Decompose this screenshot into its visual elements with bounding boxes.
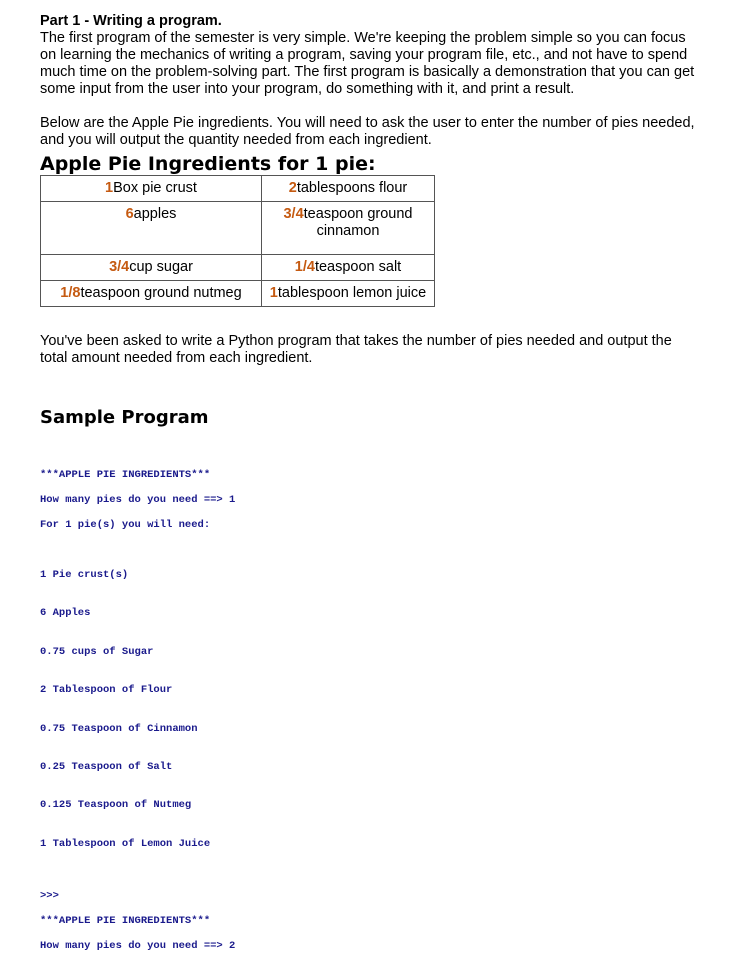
table-row bbox=[41, 281, 435, 307]
output-line: 6 Apples bbox=[40, 607, 91, 620]
ingredient-cell: 1tablespoon lemon juice bbox=[262, 281, 435, 307]
table-row bbox=[41, 255, 435, 281]
ingredient-cell: 2tablespoons flour bbox=[262, 176, 435, 202]
sample-need-line: For 1 pie(s) you will need: bbox=[40, 518, 211, 531]
output-line: 2 Tablespoon of Flour bbox=[40, 684, 173, 697]
ingredient-cell: 3/4cup sugar bbox=[41, 255, 262, 281]
intro-paragraph: The first program of the semester is very simple. We're keeping the problem simple so you can focus on learning the mechanics of writing a program, saving your program file, etc., and not have to spend much time on the problem-solving part. The first program is basically a demonstration that you can get some input from the user into your program, do something with it, and print a result. bbox=[40, 30, 695, 97]
output-line: 1 Tablespoon of Lemon Juice bbox=[40, 837, 211, 850]
sample-prompt: How many pies do you need ==> 1 bbox=[40, 493, 236, 506]
instructions-paragraph: Below are the Apple Pie ingredients. You will need to ask the user to enter the number of pies needed, and you will output the quantity needed from each ingredient. bbox=[40, 115, 695, 148]
ingredient-cell: 1/4teaspoon salt bbox=[262, 255, 435, 281]
ingredient-cell: 3/4teaspoon ground cinnamon bbox=[262, 202, 435, 255]
output-line: 0.125 Teaspoon of Nutmeg bbox=[40, 799, 192, 812]
output-line: 0.25 Teaspoon of Salt bbox=[40, 760, 173, 773]
table-row bbox=[41, 202, 435, 255]
sample-output bbox=[40, 543, 700, 876]
sample-banner-2: ***APPLE PIE INGREDIENTS*** bbox=[40, 914, 211, 927]
task-paragraph: You've been asked to write a Python program that takes the number of pies needed and output the total amount needed from each ingredient. bbox=[40, 333, 672, 366]
shell-prompt: >>> bbox=[40, 890, 59, 903]
sample-prompt-2: How many pies do you need ==> 2 bbox=[40, 939, 236, 952]
sample-banner: ***APPLE PIE INGREDIENTS*** bbox=[40, 469, 211, 481]
output-line: 0.75 cups of Sugar bbox=[40, 645, 154, 658]
ingredient-cell: 6apples bbox=[41, 202, 262, 255]
ingredients-table bbox=[40, 175, 435, 307]
document-page bbox=[40, 12, 700, 953]
ingredient-cell: 1Box pie crust bbox=[41, 176, 262, 202]
sample-title: Sample Program bbox=[40, 407, 209, 428]
part-heading: Part 1 - Writing a program. bbox=[40, 13, 222, 29]
output-line: 0.75 Teaspoon of Cinnamon bbox=[40, 722, 198, 735]
table-row bbox=[41, 176, 435, 202]
ingredient-cell: 1/8teaspoon ground nutmeg bbox=[41, 281, 262, 307]
output-line: 1 Pie crust(s) bbox=[40, 568, 129, 581]
ingredients-title: Apple Pie Ingredients for 1 pie: bbox=[40, 153, 376, 175]
